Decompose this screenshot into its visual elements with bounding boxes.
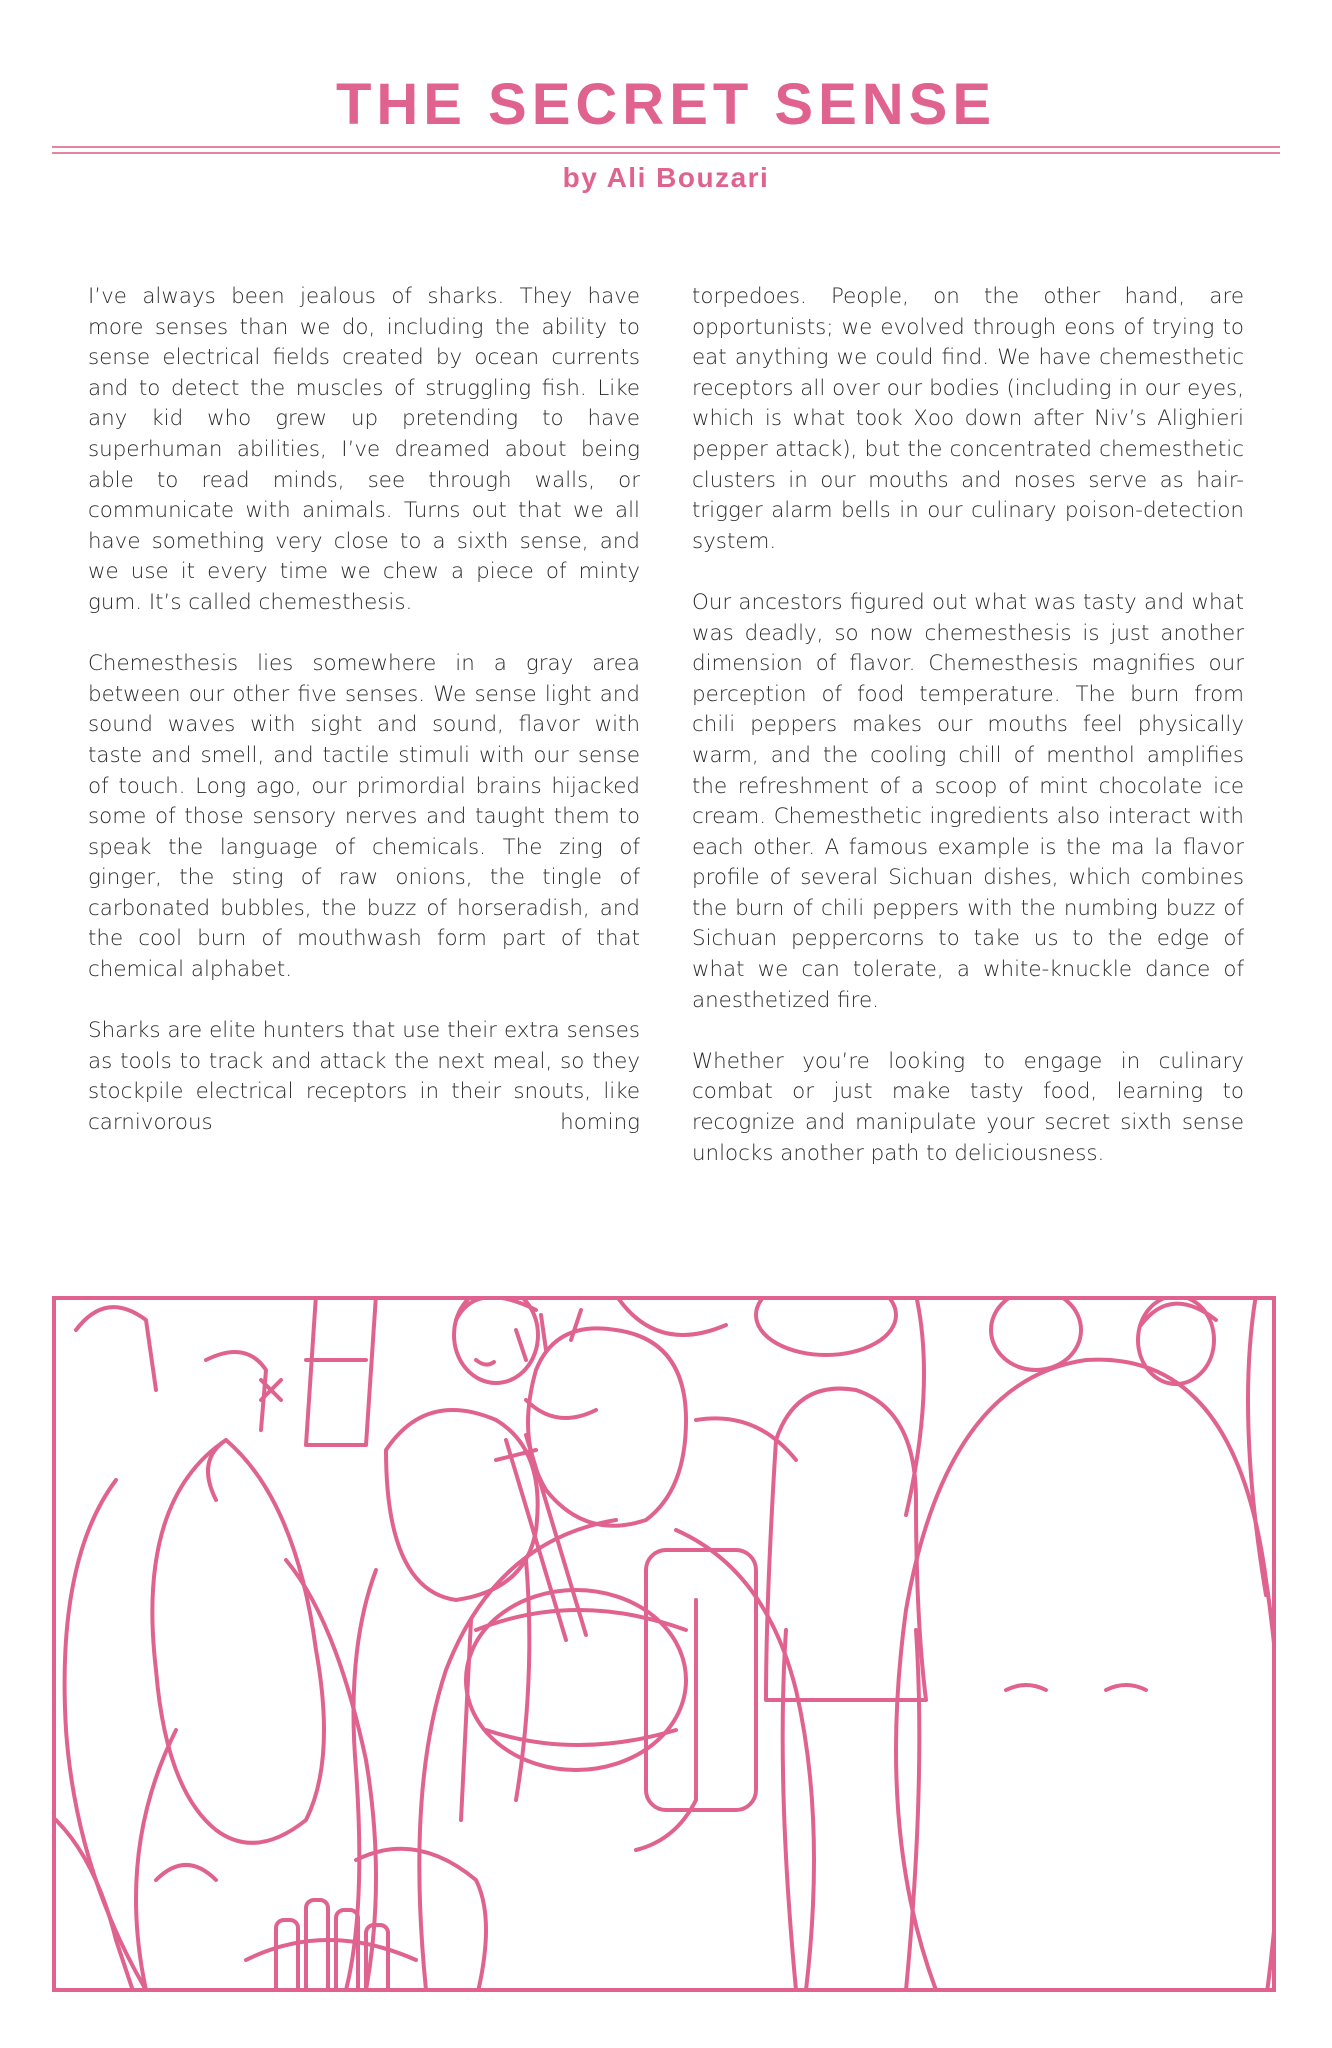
paragraph: Sharks are elite hunters that use their extra senses as tools to track and attack the next meal, so they stockpile electrical receptors in their snouts, like carnivorous homing — [88, 1018, 640, 1136]
left-column — [88, 282, 640, 1169]
right-column — [692, 282, 1244, 1200]
paragraph: Whether you’re looking to engage in culinary combat or just make tasty food, learning to recognize and manipulate your secret sixth sense unlocks another path to deliciousness. — [692, 1048, 1244, 1166]
title-rule-bottom — [52, 152, 1280, 154]
title-rule-top — [52, 146, 1280, 148]
paragraph: I’ve always been jealous of sharks. They have more senses than we do, including the ability to sense electrical fields created by ocean currents and to detect the muscles of struggling fish. Like any kid who grew up pretending to have superhuman abilities, I’ve dreamed about being able to read minds, see through walls, or communicate with animals. Turns out that we all have something very close to a sixth sense, and we use it every time we chew a piece of minty gum. It’s called chemesthesis. — [88, 284, 640, 615]
crowd-illustration-icon — [56, 1300, 1272, 1988]
paragraph: Our ancestors figured out what was tasty and what was deadly, so now chemesthesis is just another dimension of flavor. Chemesthesis magnifies our perception of food temperature. The burn from chili peppers makes our mouths feel physically warm, and the cooling chill of menthol amplifies the refreshment of a scoop of mint chocolate ice cream. Chemesthetic ingredients also interact with each other. A famous example is the ma la flavor profile of several Sichuan dishes, which combines the burn of chili peppers with the numbing buzz of Sichuan peppercorns to take us to the edge of what we can tolerate, a white-knuckle dance of anesthetized fire. — [692, 589, 1244, 1013]
article-byline: by Ali Bouzari — [562, 162, 770, 193]
comic-panel — [52, 1296, 1276, 1992]
article-title: THE SECRET SENSE — [335, 72, 997, 137]
paragraph: Chemesthesis lies somewhere in a gray area between our other five senses. We sense light and sound waves with sight and sound, flavor with taste and smell, and tactile stimuli with our sense of touch. Long ago, our primordial brains hijacked some of those sensory nerves and taught them to speak the language of chemicals. The zing of ginger, the sting of raw onions, the tingle of carbonated bubbles, the buzz of horseradish, and the cool burn of mouthwash form part of that chemical alphabet. — [88, 651, 640, 983]
paragraph: torpedoes. People, on the other hand, are opportunists; we evolved through eons of trying to eat anything we could find. We have chemesthetic receptors all over our bodies (including in our eyes, which is what took Xoo down after Niv’s Alighieri pepper attack), but the concentrated chemesthetic clusters in our mouths and noses serve as hair-trigger alarm bells in our culinary poison-detection system. — [692, 284, 1244, 554]
